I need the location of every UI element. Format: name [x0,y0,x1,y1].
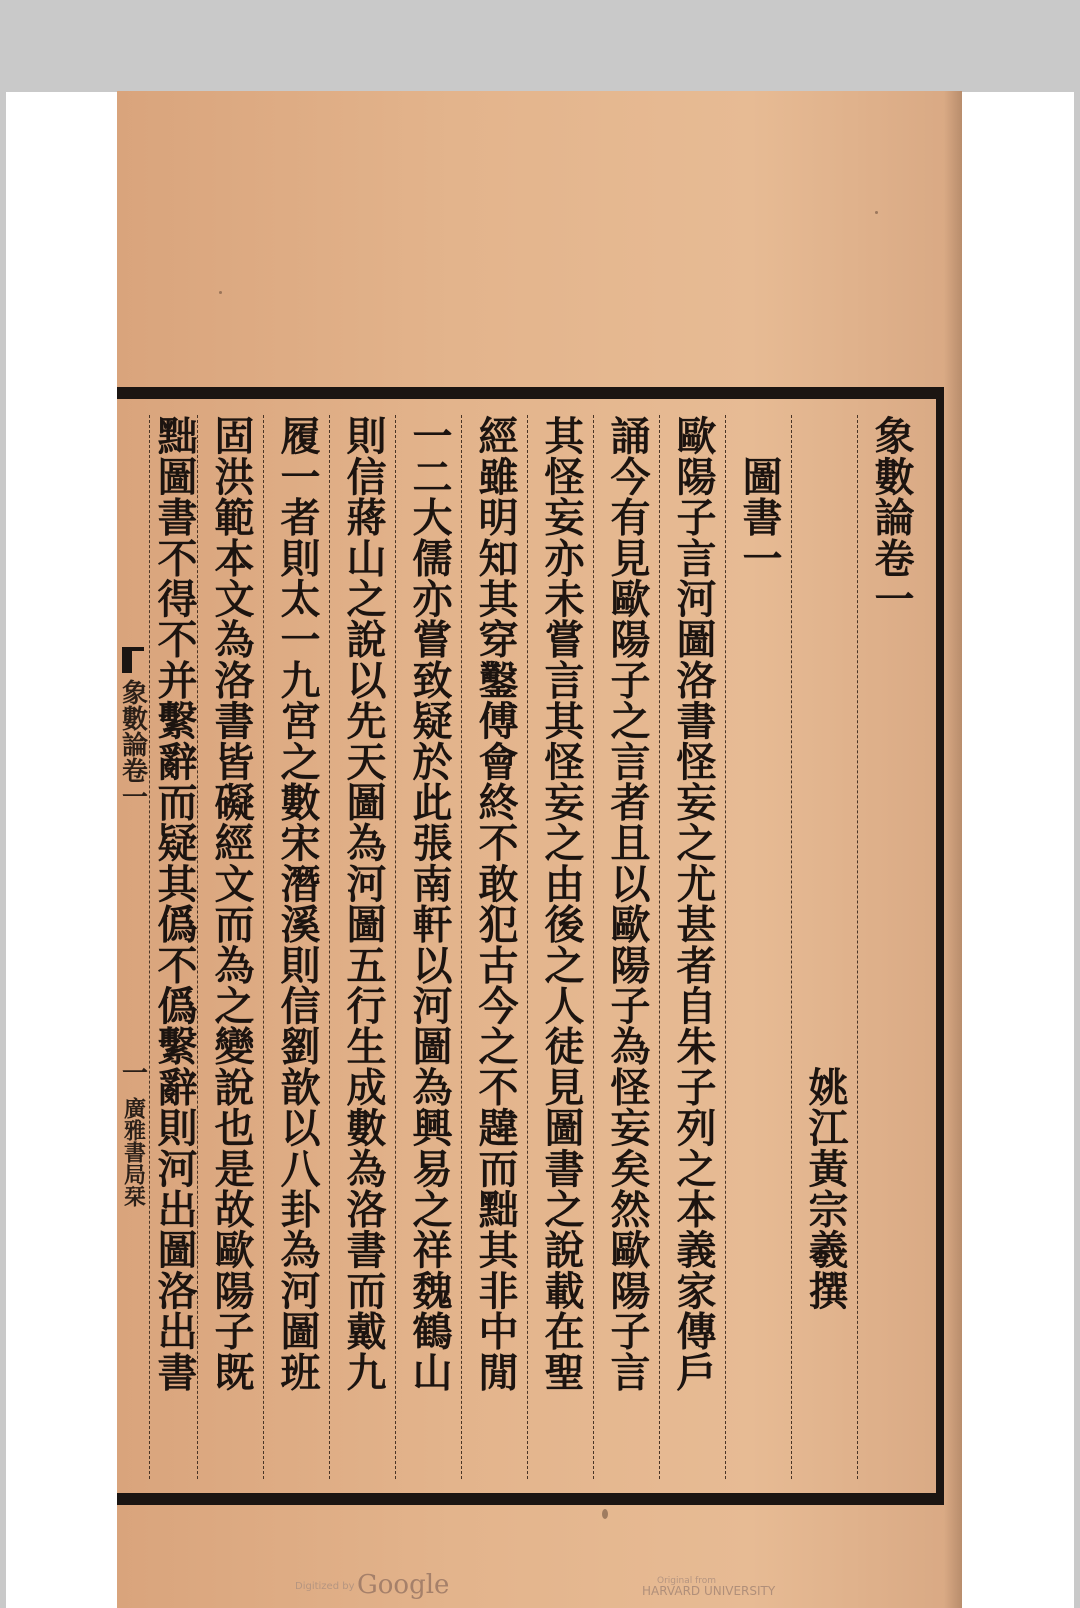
author-line: 姚江黃宗羲撰 [802,415,848,1311]
text-line: 歐陽子言河圖洛書怪妄之尤甚者自朱子列之本義家傳戶 [670,415,716,1392]
title-column [857,415,924,1479]
text-line: 固洪範本文為洛書皆礙經文而為之變說也是故歐陽子既 [208,415,254,1392]
paper-speck [219,291,222,294]
bookmark-margin [117,415,149,1479]
digitized-by-text: Digitized by [295,1581,355,1592]
fish-tail-mark [122,647,144,673]
original-from-text: Original from [657,1576,717,1586]
text-frame [117,387,944,1505]
text-line: 黜圖書不得不并繫辭而疑其僞不僞繫辭則河出圖洛出書 [151,415,197,1392]
text-line: 其怪妄亦未嘗言其怪妄之由後之人徒見圖書之說載在聖 [538,415,584,1392]
author-column [791,415,858,1479]
page-number: 一 [117,1059,148,1085]
text-column [197,415,264,1479]
text-column [461,415,528,1479]
text-column [263,415,330,1479]
text-column [395,415,462,1479]
text-line: 則信蔣山之說以先天圖為河圖五行生成數為洛書而戴九 [340,415,386,1392]
text-column [593,415,660,1479]
margin-title: 象數論卷一 [117,679,148,809]
text-line: 一二大儒亦嘗致疑於此張南軒以河圖為興易之祥魏鶴山 [406,415,452,1392]
text-column [527,415,594,1479]
text-line: 經雖明知其穿鑿傅會終不敢犯古今之不韙而黜其非中閒 [472,415,518,1392]
publisher-name: 廣雅書局栞 [120,1097,146,1207]
section-heading: 圖書一 [736,415,782,578]
paper-speck [875,211,878,214]
scanned-page [117,91,962,1608]
text-line: 誦今有見歐陽子之言者且以歐陽子為怪妄矣然歐陽子言 [604,415,650,1392]
paper-speck [602,1509,608,1519]
book-title: 象數論卷一 [868,415,914,619]
institution-name: HARVARD UNIVERSITY [642,1584,776,1598]
google-logo: Google [357,1570,450,1600]
text-column [149,415,198,1479]
text-line: 履一者則太一九宮之數宋潛溪則信劉歆以八卦為河圖班 [274,415,320,1392]
text-column [659,415,726,1479]
text-column [329,415,396,1479]
section-heading-column [725,415,792,1479]
